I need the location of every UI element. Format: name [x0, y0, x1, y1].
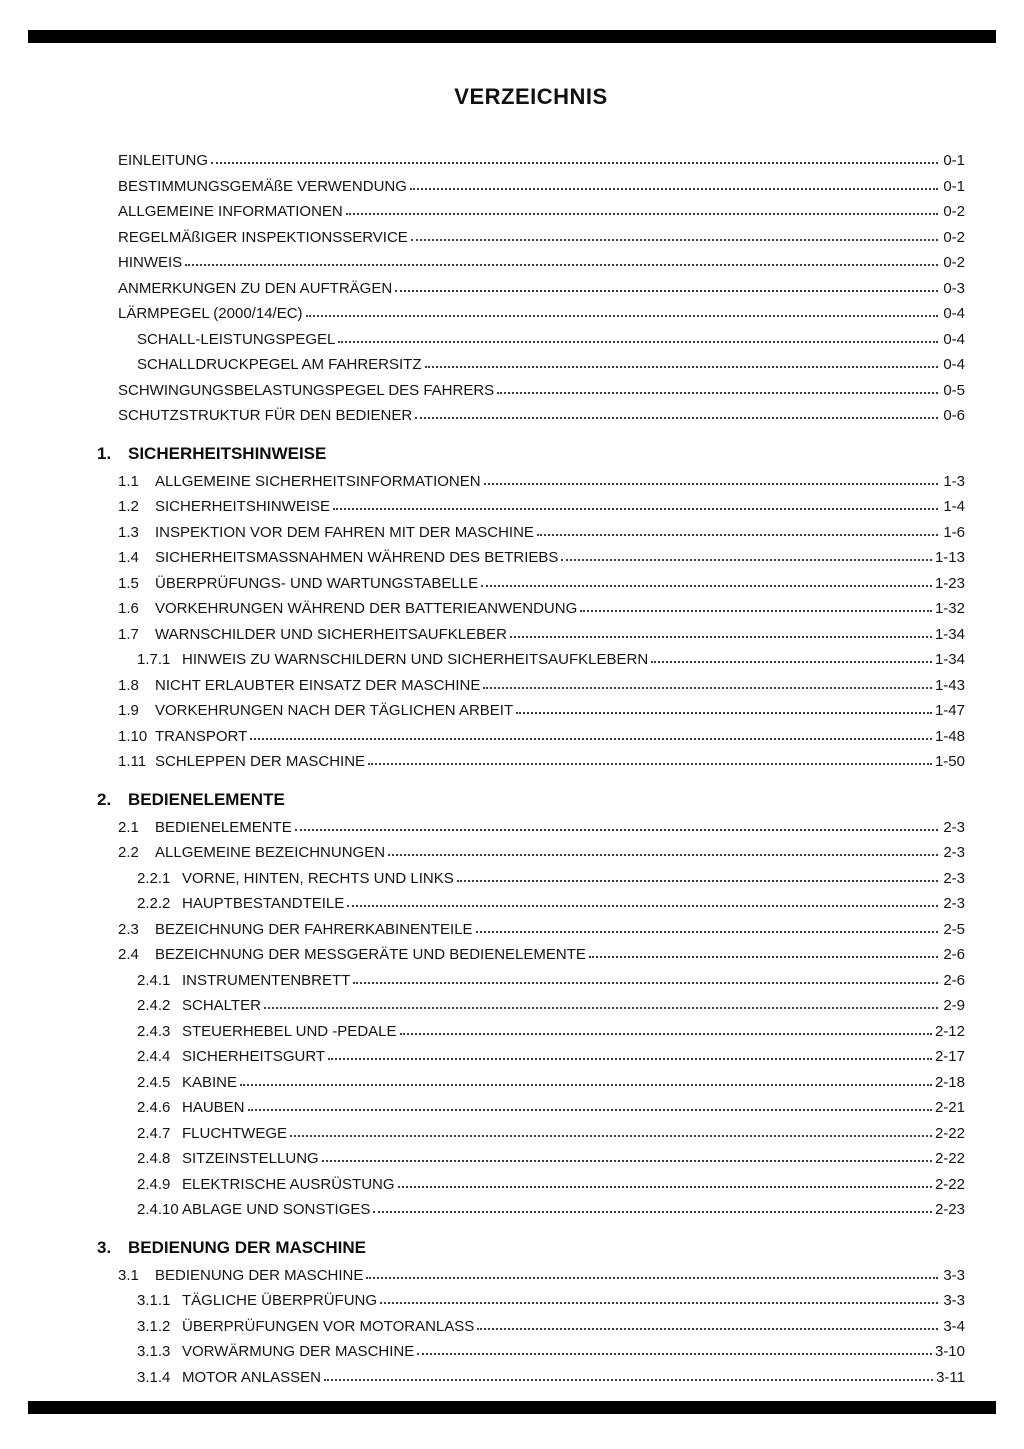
- dot-leader: [306, 315, 938, 317]
- toc-entry-label: ALLGEMEINE BEZEICHNUNGEN: [155, 844, 386, 861]
- toc-entry-number: 1.9: [118, 702, 139, 719]
- toc-entry: [118, 815, 965, 841]
- toc-entry-label: HAUPTBESTANDTEILE: [182, 895, 345, 912]
- toc-entry: [118, 520, 965, 546]
- toc-entry-label: INSPEKTION VOR DEM FAHREN MIT DER MASCHINE: [155, 523, 534, 541]
- toc-entry: [137, 327, 965, 353]
- toc-entry-label: BEDIENUNG DER MASCHINE: [155, 1266, 364, 1284]
- toc-entry-number: 2.4: [118, 946, 139, 963]
- toc-entry-page: 1-23: [934, 574, 965, 592]
- section-heading: [97, 787, 965, 812]
- toc-entry-page: 1-48: [934, 727, 965, 745]
- toc-entry-label: SITZEINSTELLUNG: [182, 1150, 319, 1167]
- toc-entry-number: 1.2: [118, 498, 139, 515]
- toc-entry-page: 2-22: [934, 1150, 965, 1167]
- dot-leader: [477, 1328, 938, 1330]
- toc-entry-label: MOTOR ANLASSEN: [182, 1368, 321, 1386]
- toc-entry-page: 0-2: [943, 254, 965, 271]
- section-title: BEDIENELEMENTE: [128, 789, 285, 809]
- toc-entry-page: 1-13: [934, 549, 965, 566]
- toc-entry-label: BEDIENELEMENTE: [155, 818, 292, 836]
- toc-entry: [137, 891, 965, 917]
- dot-leader: [561, 559, 932, 561]
- toc-entry-number: 2.4.1: [137, 971, 171, 989]
- toc-entry-page: 2-3: [943, 869, 965, 887]
- toc-entry: [118, 148, 965, 174]
- toc-entry-page: 2-5: [943, 920, 965, 938]
- toc-entry-label: ALLGEMEINE INFORMATIONEN: [118, 203, 343, 220]
- toc-entry-page: 0-1: [943, 152, 965, 169]
- toc-entry-number: 3.1.4: [137, 1368, 171, 1386]
- toc-entry-number: 2.4.2: [137, 997, 171, 1014]
- toc-entry-page: 1-34: [934, 651, 965, 668]
- toc-entry-label: BEZEICHNUNG DER FAHRERKABINENTEILE: [155, 920, 473, 938]
- sections: [97, 441, 965, 1391]
- toc-entry-number: 1.7: [118, 625, 139, 643]
- toc-entry: [118, 571, 965, 597]
- toc-entry: [118, 199, 965, 225]
- toc-entry: [118, 749, 965, 775]
- toc-entry: [137, 1044, 965, 1070]
- toc-entry: [118, 596, 965, 622]
- toc-entry-label: WARNSCHILDER UND SICHERHEITSAUFKLEBER: [155, 625, 507, 643]
- toc-entry-number: 3.1.1: [137, 1292, 171, 1309]
- toc-entry: [118, 403, 965, 429]
- toc-entry-page: 0-1: [943, 177, 965, 195]
- toc-entry-number: 2.4.9: [137, 1175, 171, 1193]
- dot-leader: [516, 712, 932, 714]
- toc-entry-page: 2-12: [934, 1022, 965, 1040]
- dot-leader: [328, 1058, 932, 1060]
- toc-entry-label: SCHALTER: [182, 997, 261, 1014]
- toc-entry: [118, 469, 965, 495]
- toc-entry-page: 1-3: [943, 472, 965, 490]
- toc-entry-label: SICHERHEITSGURT: [182, 1048, 326, 1065]
- toc-entry-number: 2.2: [118, 844, 139, 861]
- dot-leader: [248, 1109, 932, 1111]
- toc-entry: [118, 698, 965, 724]
- toc-entry-label: VORWÄRMUNG DER MASCHINE: [182, 1343, 415, 1360]
- toc-entry-number: 1.6: [118, 600, 139, 617]
- toc-entry-number: 2.2.2: [137, 895, 171, 912]
- toc-entry-label: ÜBERPRÜFUNGEN VOR MOTORANLASS: [182, 1317, 475, 1335]
- toc-entry-page: 3-3: [943, 1292, 965, 1309]
- toc-entry: [118, 724, 965, 750]
- toc-entry-label: HINWEIS: [118, 254, 183, 271]
- toc-entry: [137, 1121, 965, 1147]
- toc-entry: [118, 942, 965, 968]
- dot-leader: [322, 1160, 932, 1162]
- toc-entry-label: VORNE, HINTEN, RECHTS UND LINKS: [182, 869, 454, 887]
- dot-leader: [410, 188, 938, 190]
- toc-entry-page: 0-3: [943, 279, 965, 297]
- toc-entry-label: BESTIMMUNGSGEMÄßE VERWENDUNG: [118, 177, 407, 195]
- toc-entry: [137, 1365, 965, 1391]
- toc-entry-number: 3.1: [118, 1266, 139, 1284]
- toc-entry: [118, 301, 965, 327]
- dot-leader: [388, 854, 938, 856]
- toc-entry: [137, 1314, 965, 1340]
- toc-entry-label: STEUERHEBEL UND -PEDALE: [182, 1022, 397, 1040]
- toc-entry-label: ÜBERPRÜFUNGS- UND WARTUNGSTABELLE: [155, 574, 479, 592]
- page-title: VERZEICHNIS: [454, 84, 608, 109]
- section-heading: [97, 1235, 965, 1260]
- toc-entry-number: 2.4.4: [137, 1048, 171, 1065]
- toc-entry-number: 1.1: [118, 472, 139, 490]
- toc-entry-page: 2-22: [934, 1175, 965, 1193]
- toc-entry-number: 2.4.8: [137, 1150, 171, 1167]
- toc-entry: [118, 250, 965, 276]
- toc-entry-label: SCHUTZSTRUKTUR FÜR DEN BEDIENER: [118, 407, 413, 424]
- dot-leader: [497, 392, 938, 394]
- toc-entry-label: TRANSPORT: [155, 727, 248, 745]
- toc-entry-page: 0-4: [943, 356, 965, 373]
- toc-entry-label: FLUCHTWEGE: [182, 1124, 287, 1142]
- dot-leader: [457, 880, 938, 882]
- toc-entry-page: 0-4: [943, 305, 965, 322]
- toc-entry: [137, 1288, 965, 1314]
- toc-entry-number: 1.10: [118, 727, 148, 745]
- toc-entry-page: 2-18: [934, 1073, 965, 1091]
- toc-entry-number: 2.2.1: [137, 869, 171, 887]
- dot-leader: [366, 1277, 938, 1279]
- dot-leader: [415, 417, 938, 419]
- toc-entry-page: 2-3: [943, 895, 965, 912]
- toc-entry: [118, 378, 965, 404]
- toc-entry: [137, 1339, 965, 1365]
- toc-entry-label: ALLGEMEINE SICHERHEITSINFORMATIONEN: [155, 472, 481, 490]
- toc-entry-number: 2.1: [118, 818, 139, 836]
- toc-entry-label: TÄGLICHE ÜBERPRÜFUNG: [182, 1292, 378, 1309]
- front-matter-list: [97, 148, 965, 429]
- toc-entry-number: 2.4.7: [137, 1124, 171, 1142]
- toc-entry: [137, 1095, 965, 1121]
- toc-entry-label: BEZEICHNUNG DER MESSGERÄTE UND BEDIENELEMENTE: [155, 946, 586, 963]
- toc-entry-page: 1-34: [934, 625, 965, 643]
- toc-entry: [137, 1146, 965, 1172]
- dot-leader: [537, 534, 938, 536]
- toc-entry: [118, 673, 965, 699]
- toc-entry-page: 2-6: [943, 971, 965, 989]
- dot-leader: [589, 956, 938, 958]
- dot-leader: [295, 829, 938, 831]
- section-title: BEDIENUNG DER MASCHINE: [128, 1237, 367, 1257]
- dot-leader: [484, 483, 938, 485]
- toc-entry-page: 0-2: [943, 228, 965, 246]
- toc-entry-number: 1.11: [118, 753, 147, 770]
- toc-entry-page: 3-3: [943, 1266, 965, 1284]
- toc-entry-number: 2.4.10: [137, 1201, 179, 1218]
- toc-entry: [118, 622, 965, 648]
- section-title: SICHERHEITSHINWEISE: [128, 443, 327, 463]
- toc-entry-page: 0-6: [943, 407, 965, 424]
- toc-entry-page: 1-32: [934, 600, 965, 617]
- toc-entry-page: 0-2: [943, 203, 965, 220]
- toc-entry-page: 2-3: [943, 844, 965, 861]
- toc-entry-label: HAUBEN: [182, 1099, 245, 1116]
- toc-entry: [137, 968, 965, 994]
- toc-entry-number: 3.1.3: [137, 1343, 171, 1360]
- dot-leader: [651, 661, 932, 663]
- toc-entry-page: 2-6: [943, 946, 965, 963]
- section-entry-list: [97, 1263, 965, 1391]
- dot-leader: [481, 585, 932, 587]
- dot-leader: [476, 931, 938, 933]
- toc-entry-label: EINLEITUNG: [118, 152, 209, 169]
- toc-entry-label: SICHERHEITSMASSNAHMEN WÄHREND DES BETRIEBS: [155, 549, 559, 566]
- toc-entry: [118, 840, 965, 866]
- dot-leader: [185, 264, 938, 266]
- toc-entry-label: NICHT ERLAUBTER EINSATZ DER MASCHINE: [155, 676, 481, 694]
- top-rule: [28, 30, 996, 43]
- dot-leader: [353, 982, 938, 984]
- toc-entry-page: 1-50: [934, 753, 965, 770]
- toc-entry-page: 2-3: [943, 818, 965, 836]
- toc-entry-page: 1-43: [934, 676, 965, 694]
- dot-leader: [417, 1353, 932, 1355]
- toc-entry-label: SICHERHEITSHINWEISE: [155, 498, 331, 515]
- toc-entry-label: SCHALL-LEISTUNGSPEGEL: [137, 330, 336, 348]
- toc-entry-page: 2-9: [943, 997, 965, 1014]
- toc-entry-number: 1.5: [118, 574, 139, 592]
- toc-entry-label: SCHWINGUNGSBELASTUNGSPEGEL DES FAHRERS: [118, 381, 495, 399]
- toc-entry-page: 3-10: [934, 1343, 965, 1360]
- section-entry-list: [97, 469, 965, 775]
- toc-entry-page: 2-17: [934, 1048, 965, 1065]
- toc-entry: [137, 1019, 965, 1045]
- toc-entry-label: LÄRMPEGEL (2000/14/EC): [118, 305, 303, 322]
- toc-entry: [118, 545, 965, 571]
- toc-entry-page: 1-4: [943, 498, 965, 515]
- dot-leader: [240, 1084, 932, 1086]
- toc-entry: [118, 225, 965, 251]
- bottom-rule: [28, 1401, 996, 1414]
- toc-entry-label: REGELMÄßIGER INSPEKTIONSSERVICE: [118, 228, 408, 246]
- toc-entry-page: 1-6: [943, 523, 965, 541]
- dot-leader: [250, 738, 932, 740]
- toc-entry-label: KABINE: [182, 1073, 238, 1091]
- dot-leader: [411, 239, 938, 241]
- dot-leader: [324, 1379, 933, 1381]
- dot-leader: [580, 610, 932, 612]
- toc-entry-page: 3-4: [943, 1317, 965, 1335]
- toc-entry: [137, 352, 965, 378]
- toc-entry-number: 2.4.3: [137, 1022, 171, 1040]
- dot-leader: [425, 366, 938, 368]
- toc-entry-label: ELEKTRISCHE AUSRÜSTUNG: [182, 1175, 395, 1193]
- dot-leader: [347, 905, 938, 907]
- dot-leader: [368, 763, 932, 765]
- toc-entry-page: 2-22: [934, 1124, 965, 1142]
- toc-entry-number: 1.7.1: [137, 651, 171, 668]
- table-of-contents: [97, 84, 965, 1390]
- dot-leader: [398, 1186, 932, 1188]
- toc-entry-label: ABLAGE UND SONSTIGES: [182, 1201, 371, 1218]
- dot-leader: [483, 687, 932, 689]
- toc-entry-label: ANMERKUNGEN ZU DEN AUFTRÄGEN: [118, 279, 393, 297]
- section-entry-list: [97, 815, 965, 1223]
- toc-entry-page: 2-21: [934, 1099, 965, 1116]
- dot-leader: [346, 213, 938, 215]
- toc-entry-label: HINWEIS ZU WARNSCHILDERN UND SICHERHEITSAUFKLEBERN: [182, 651, 649, 668]
- toc-entry-number: 2.4.5: [137, 1073, 171, 1091]
- toc-entry-label: SCHLEPPEN DER MASCHINE: [155, 753, 366, 770]
- toc-entry: [118, 1263, 965, 1289]
- toc-entry-page: 0-4: [943, 330, 965, 348]
- dot-leader: [290, 1135, 932, 1137]
- dot-leader: [510, 636, 932, 638]
- section-number: 1.: [97, 443, 112, 463]
- dot-leader: [333, 508, 938, 510]
- toc-entry-page: 1-47: [934, 702, 965, 719]
- toc-entry-page: 2-23: [934, 1201, 965, 1218]
- toc-entry: [118, 174, 965, 200]
- toc-entry-number: 1.8: [118, 676, 139, 694]
- toc-entry-number: 1.4: [118, 549, 139, 566]
- dot-leader: [395, 290, 938, 292]
- toc-entry-label: VORKEHRUNGEN WÄHREND DER BATTERIEANWENDUNG: [155, 600, 578, 617]
- dot-leader: [338, 341, 938, 343]
- toc-entry: [137, 866, 965, 892]
- dot-leader: [264, 1007, 938, 1009]
- toc-entry: [137, 1197, 965, 1223]
- toc-entry: [118, 276, 965, 302]
- dot-leader: [211, 162, 938, 164]
- toc-entry: [118, 494, 965, 520]
- toc-entry-number: 1.3: [118, 523, 139, 541]
- toc-entry-label: VORKEHRUNGEN NACH DER TÄGLICHEN ARBEIT: [155, 702, 514, 719]
- toc-entry-number: 2.3: [118, 920, 139, 938]
- toc-entry-label: INSTRUMENTENBRETT: [182, 971, 351, 989]
- toc-entry: [137, 1172, 965, 1198]
- toc-entry: [118, 917, 965, 943]
- toc-entry: [137, 993, 965, 1019]
- dot-leader: [400, 1033, 932, 1035]
- toc-entry-number: 3.1.2: [137, 1317, 171, 1335]
- section-heading: [97, 441, 965, 466]
- toc-entry-label: SCHALLDRUCKPEGEL AM FAHRERSITZ: [137, 356, 422, 373]
- dot-leader: [380, 1302, 938, 1304]
- toc-entry-page: 3-11: [936, 1368, 965, 1386]
- toc-entry-page: 0-5: [943, 381, 965, 399]
- dot-leader: [373, 1211, 932, 1213]
- toc-entry-number: 2.4.6: [137, 1099, 171, 1116]
- toc-entry: [137, 647, 965, 673]
- section-number: 2.: [97, 789, 112, 809]
- section-number: 3.: [97, 1237, 112, 1257]
- toc-entry: [137, 1070, 965, 1096]
